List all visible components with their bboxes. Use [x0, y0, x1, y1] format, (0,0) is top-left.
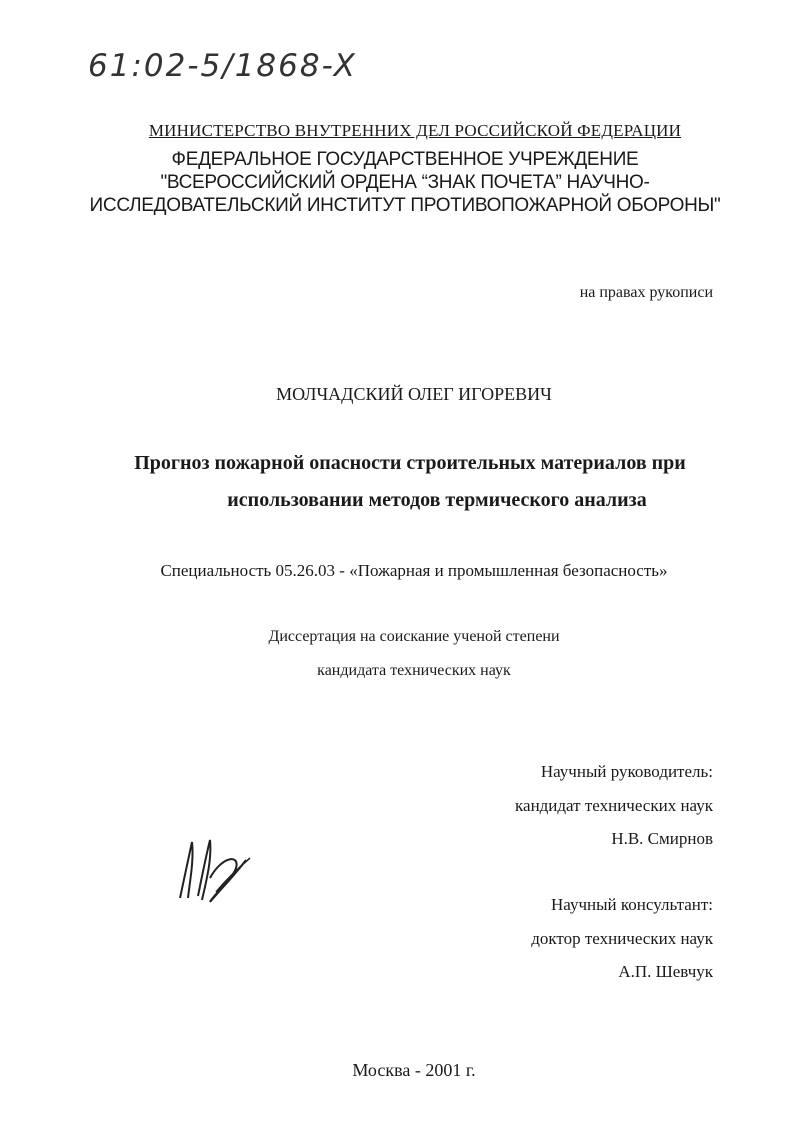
supervisor-role: Научный руководитель: — [540, 762, 713, 781]
signature — [170, 830, 260, 910]
consultant-degree: доктор технических наук — [531, 929, 713, 948]
consultant-role: Научный консультант: — [551, 895, 713, 914]
thesis-title-line-2: использовании методов термического анализа — [227, 489, 647, 511]
dissertation-line-2: кандидата технических наук — [317, 662, 511, 679]
institution-line-3: ИССЛЕДОВАТЕЛЬСКИЙ ИНСТИТУТ ПРОТИВОПОЖАРНОЙ ОБОРОНЫ" — [89, 195, 721, 216]
supervisor-name: Н.В. Смирнов — [611, 829, 713, 848]
rights-note: на правах рукописи — [579, 284, 713, 301]
thesis-title-line-1: Прогноз пожарной опасности строительных материалов при — [134, 452, 686, 474]
dissertation-line-1: Диссертация на соискание ученой степени — [268, 628, 560, 645]
ministry-heading: МИНИСТЕРСТВО ВНУТРЕННИХ ДЕЛ РОССИЙСКОЙ ФЕДЕРАЦИИ — [148, 121, 682, 140]
archive-code-handwritten: 61:02-5/1868-X — [88, 48, 357, 84]
city-year: Москва - 2001 г. — [352, 1060, 476, 1080]
specialty: Специальность 05.26.03 - «Пожарная и промышленная безопасность» — [160, 561, 668, 580]
supervisor-degree: кандидат технических наук — [515, 796, 713, 815]
institution-line-2: "ВСЕРОССИЙСКИЙ ОРДЕНА “ЗНАК ПОЧЕТА” НАУЧНО- — [160, 172, 650, 193]
author-name: МОЛЧАДСКИЙ ОЛЕГ ИГОРЕВИЧ — [276, 384, 552, 404]
institution-line-1: ФЕДЕРАЛЬНОЕ ГОСУДАРСТВЕННОЕ УЧРЕЖДЕНИЕ — [171, 149, 639, 170]
consultant-name: А.П. Шевчук — [618, 962, 713, 981]
